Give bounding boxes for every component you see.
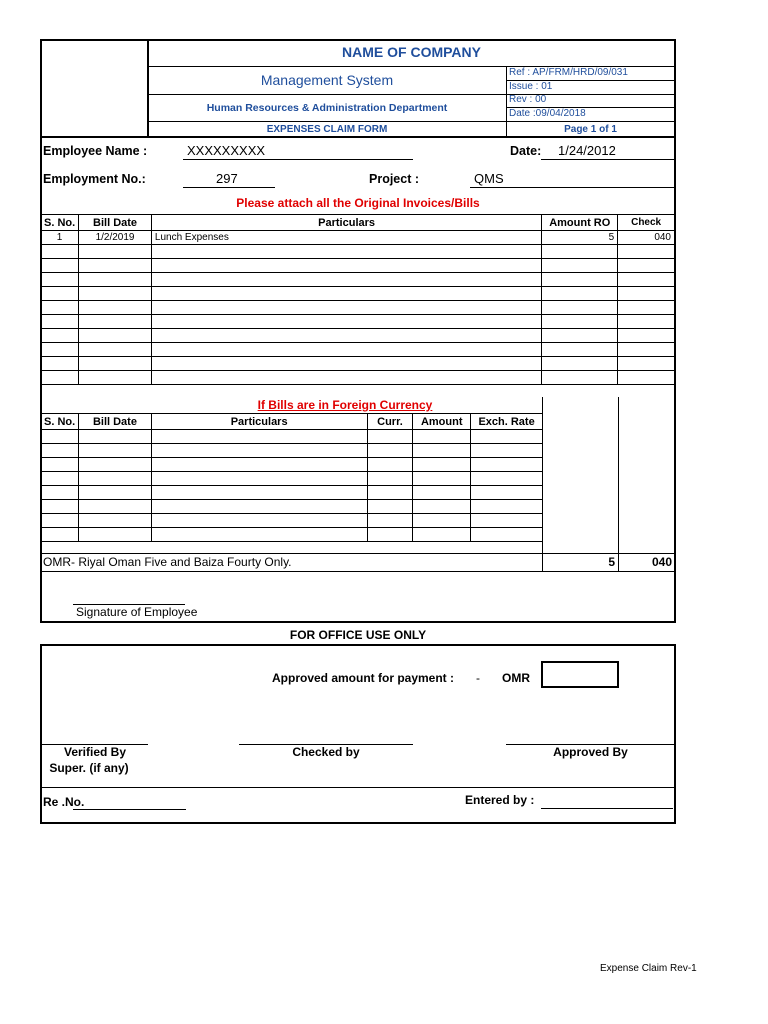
table-row <box>41 329 675 343</box>
date-value: 1/24/2012 <box>558 143 616 158</box>
foreign-table-header <box>41 414 543 430</box>
col-check: Check <box>618 215 675 231</box>
project-underline <box>470 187 675 188</box>
cell-amount-ro: 5 <box>542 231 618 245</box>
cell-particulars: Lunch Expenses <box>151 231 541 245</box>
table-row <box>41 259 675 273</box>
check-col-left <box>618 397 619 571</box>
col-bill-date: Bill Date <box>79 414 152 430</box>
table-row <box>41 458 543 472</box>
table-row <box>41 514 543 528</box>
management-system: Management System <box>260 72 394 88</box>
table-row <box>41 287 675 301</box>
col-exchange-rate: Exch. Rate <box>471 414 543 430</box>
table-row <box>41 357 675 371</box>
col-sno: S. No. <box>41 215 79 231</box>
checked-by-label: Checked by <box>292 745 360 759</box>
bills-table-header <box>41 215 675 231</box>
employment-no-underline <box>183 187 275 188</box>
form-title: EXPENSES CLAIM FORM <box>266 124 388 135</box>
table-row <box>41 371 675 385</box>
re-no-label: Re .No. <box>43 795 85 809</box>
approved-amount-box[interactable] <box>541 661 619 688</box>
table-row <box>41 430 543 444</box>
approved-amount-label: Approved amount for payment : <box>272 671 455 685</box>
approved-amount-value: - <box>476 671 480 685</box>
amount-in-words: OMR- Riyal Oman Five and Baiza Fourty Only. <box>43 555 292 569</box>
table-row <box>41 231 675 245</box>
cell-sno: 1 <box>41 231 79 245</box>
cell-check: 040 <box>618 231 675 245</box>
date-label: Date: <box>510 144 542 158</box>
col-particulars: Particulars <box>151 414 367 430</box>
col-amount: Amount <box>413 414 471 430</box>
entered-by-label: Entered by : <box>465 793 535 807</box>
table-row <box>41 472 543 486</box>
table-row <box>41 301 675 315</box>
bills-table <box>40 214 675 385</box>
form-date: Date :09/04/2018 <box>509 108 586 119</box>
verified-by-label: Verified By <box>63 745 127 759</box>
table-row <box>41 444 543 458</box>
foreign-currency-notice: If Bills are in Foreign Currency <box>257 398 433 412</box>
total-amount: 5 <box>608 555 615 569</box>
ref-code: Ref : AP/FRM/HRD/09/031 <box>509 67 628 78</box>
table-row <box>41 500 543 514</box>
employee-name-label: Employee Name : <box>43 144 148 158</box>
col-sno: S. No. <box>41 414 79 430</box>
project-value: QMS <box>474 171 504 186</box>
project-label: Project : <box>369 172 420 186</box>
col-particulars: Particulars <box>151 215 541 231</box>
revision-number: Rev : 00 <box>509 94 547 105</box>
table-row <box>41 528 543 542</box>
employment-no-value: 297 <box>216 171 238 186</box>
department-name: Human Resources & Administration Department <box>206 102 448 114</box>
employment-no-label: Employment No.: <box>43 172 146 186</box>
page-number: Page 1 of 1 <box>564 124 617 135</box>
office-use-title: FOR OFFICE USE ONLY <box>289 628 427 642</box>
employee-signature-label: Signature of Employee <box>76 605 198 619</box>
total-baiza: 040 <box>651 555 672 569</box>
header-line-3 <box>148 121 675 122</box>
issue-number: Issue : 01 <box>509 81 553 92</box>
table-row <box>41 273 675 287</box>
col-currency: Curr. <box>367 414 413 430</box>
attach-bills-notice: Please attach all the Original Invoices/Bills <box>236 196 480 210</box>
totals-bottom-line <box>40 571 676 572</box>
footer-revision: Expense Claim Rev-1 <box>600 963 697 974</box>
table-row <box>41 343 675 357</box>
employee-name-value: XXXXXXXXX <box>187 143 266 158</box>
currency-label: OMR <box>502 671 530 685</box>
totals-top-line <box>40 553 676 554</box>
date-underline <box>541 159 675 160</box>
entered-by-line <box>541 808 673 809</box>
table-row <box>41 315 675 329</box>
employee-name-underline <box>183 159 413 160</box>
col-bill-date: Bill Date <box>79 215 152 231</box>
re-no-line <box>73 809 186 810</box>
table-row <box>41 245 675 259</box>
table-row <box>41 486 543 500</box>
supervisor-label: Super. (if any) <box>49 761 129 775</box>
company-name: NAME OF COMPANY <box>342 44 481 60</box>
office-divider <box>40 787 676 788</box>
approved-by-label: Approved By <box>553 745 628 759</box>
cell-bill-date: 1/2/2019 <box>79 231 152 245</box>
foreign-bills-table <box>40 413 543 542</box>
col-amount-ro: Amount RO <box>542 215 618 231</box>
